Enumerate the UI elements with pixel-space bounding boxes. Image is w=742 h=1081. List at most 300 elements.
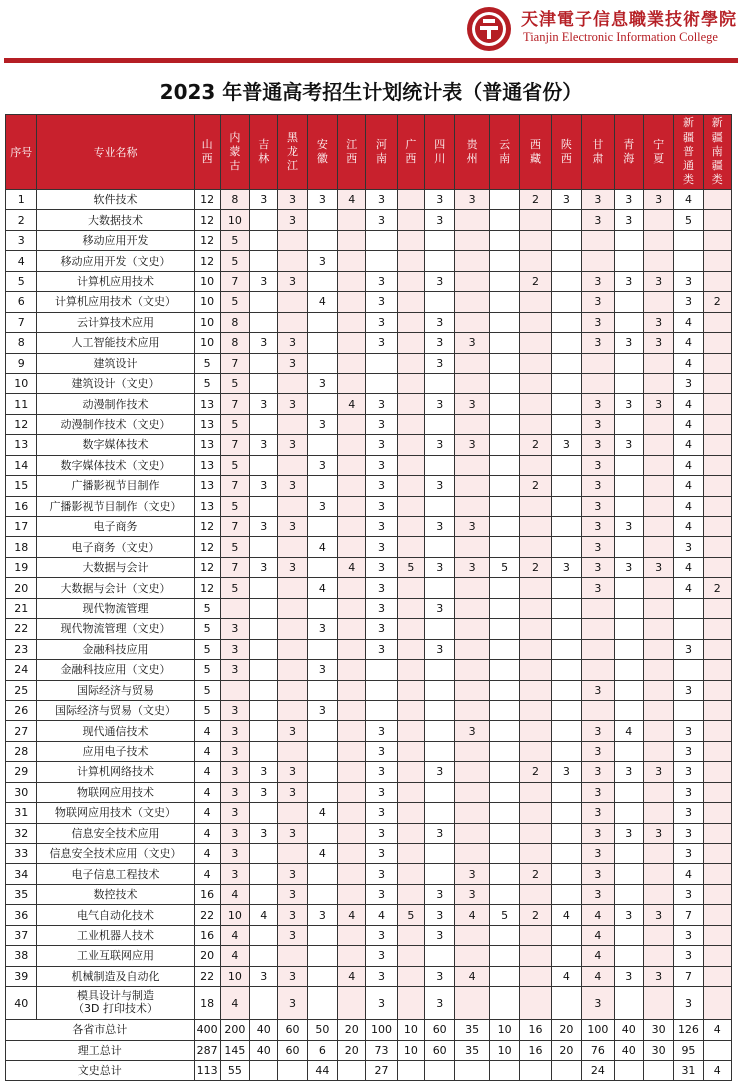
row-quota (643, 414, 673, 434)
row-quota (489, 987, 519, 1020)
totals-value: 40 (614, 1040, 643, 1060)
row-quota: 3 (674, 884, 703, 904)
row-quota: 5 (220, 230, 249, 250)
row-seq: 19 (6, 557, 37, 577)
row-seq: 31 (6, 803, 37, 823)
row-quota (455, 292, 490, 312)
page-header (0, 0, 742, 58)
row-quota: 10 (194, 292, 220, 312)
row-major: 工业互联网应用 (37, 946, 194, 966)
row-quota: 4 (338, 905, 366, 925)
row-seq: 18 (6, 537, 37, 557)
row-quota (307, 823, 337, 843)
totals-value: 35 (455, 1020, 490, 1040)
table-row (6, 598, 732, 618)
row-quota (674, 700, 703, 720)
row-quota: 3 (582, 333, 614, 353)
row-quota (338, 844, 366, 864)
row-quota: 3 (425, 966, 455, 986)
row-quota (614, 414, 643, 434)
row-quota (643, 598, 673, 618)
row-quota: 3 (455, 884, 490, 904)
row-quota (551, 271, 581, 291)
row-quota (614, 700, 643, 720)
row-quota (520, 680, 551, 700)
row-quota (397, 517, 424, 537)
row-quota: 3 (307, 414, 337, 434)
row-quota (520, 823, 551, 843)
totals-value: 287 (194, 1040, 220, 1060)
row-major: 广播影视节目制作（文史） (37, 496, 194, 516)
header-province-label: 新疆南疆类 (711, 116, 723, 187)
row-major: 物联网应用技术 (37, 782, 194, 802)
totals-value: 60 (278, 1020, 307, 1040)
table-row (6, 333, 732, 353)
row-quota (551, 803, 581, 823)
row-seq: 40 (6, 987, 37, 1020)
row-seq: 13 (6, 435, 37, 455)
row-quota (520, 721, 551, 741)
table-row (6, 884, 732, 904)
row-quota: 8 (220, 190, 249, 210)
row-quota (489, 844, 519, 864)
row-quota: 2 (703, 292, 731, 312)
table-header-row (6, 115, 732, 190)
totals-value: 20 (338, 1020, 366, 1040)
row-quota (366, 373, 397, 393)
row-quota: 4 (194, 741, 220, 761)
row-quota: 3 (614, 210, 643, 230)
row-quota: 3 (614, 557, 643, 577)
row-quota (455, 946, 490, 966)
row-quota (703, 680, 731, 700)
row-quota (338, 782, 366, 802)
row-quota (703, 803, 731, 823)
header-province-label: 宁夏 (653, 137, 665, 165)
row-quota (250, 578, 278, 598)
row-quota (338, 333, 366, 353)
row-quota: 3 (220, 864, 249, 884)
row-quota (703, 762, 731, 782)
row-quota (703, 435, 731, 455)
row-quota: 3 (366, 884, 397, 904)
row-quota: 3 (425, 639, 455, 659)
row-seq: 10 (6, 373, 37, 393)
row-quota (307, 741, 337, 761)
row-quota: 4 (307, 578, 337, 598)
row-quota: 4 (220, 925, 249, 945)
row-quota (307, 966, 337, 986)
row-quota: 4 (250, 905, 278, 925)
row-quota: 5 (220, 496, 249, 516)
row-quota: 5 (194, 598, 220, 618)
row-quota (551, 312, 581, 332)
row-major: 计算机应用技术（文史） (37, 292, 194, 312)
row-quota: 3 (674, 680, 703, 700)
row-quota: 3 (582, 190, 614, 210)
row-quota: 3 (220, 619, 249, 639)
row-quota: 3 (366, 537, 397, 557)
row-quota (397, 619, 424, 639)
row-quota (551, 864, 581, 884)
row-major: 计算机网络技术 (37, 762, 194, 782)
row-quota: 3 (674, 271, 703, 291)
table-row (6, 517, 732, 537)
row-quota (278, 844, 307, 864)
row-quota (643, 987, 673, 1020)
row-quota (250, 353, 278, 373)
row-quota: 12 (194, 517, 220, 537)
row-quota (489, 966, 519, 986)
table-row (6, 230, 732, 250)
row-quota: 13 (194, 476, 220, 496)
row-quota: 3 (614, 905, 643, 925)
row-quota (455, 782, 490, 802)
totals-value: 16 (520, 1020, 551, 1040)
row-seq: 3 (6, 230, 37, 250)
row-quota: 12 (194, 251, 220, 271)
header-province (397, 115, 424, 190)
row-quota (307, 230, 337, 250)
totals-value: 20 (338, 1040, 366, 1060)
row-quota: 4 (674, 517, 703, 537)
row-quota (489, 782, 519, 802)
row-quota (551, 680, 581, 700)
row-quota: 3 (278, 394, 307, 414)
row-quota (489, 741, 519, 761)
row-quota: 3 (278, 864, 307, 884)
row-quota (643, 455, 673, 475)
row-quota: 3 (582, 987, 614, 1020)
row-quota: 12 (194, 230, 220, 250)
row-quota (397, 578, 424, 598)
row-quota (307, 864, 337, 884)
row-quota: 10 (220, 905, 249, 925)
row-major: 动漫制作技术 (37, 394, 194, 414)
row-quota: 4 (220, 987, 249, 1020)
row-quota (643, 537, 673, 557)
row-quota (397, 333, 424, 353)
row-quota (278, 578, 307, 598)
row-seq: 11 (6, 394, 37, 414)
row-quota (703, 190, 731, 210)
row-quota (397, 680, 424, 700)
row-quota (307, 946, 337, 966)
row-quota: 4 (582, 905, 614, 925)
row-quota (425, 292, 455, 312)
row-quota (643, 741, 673, 761)
row-quota (338, 414, 366, 434)
row-quota: 3 (674, 782, 703, 802)
row-quota: 3 (582, 210, 614, 230)
row-quota (455, 823, 490, 843)
row-quota: 4 (551, 905, 581, 925)
row-quota (425, 721, 455, 741)
row-quota (366, 251, 397, 271)
row-quota (614, 680, 643, 700)
row-quota: 3 (278, 476, 307, 496)
row-seq: 15 (6, 476, 37, 496)
row-quota (250, 864, 278, 884)
row-quota (366, 700, 397, 720)
totals-value: 27 (366, 1060, 397, 1080)
row-quota: 3 (366, 966, 397, 986)
row-major: 动漫制作技术（文史） (37, 414, 194, 434)
row-quota (643, 210, 673, 230)
row-quota: 4 (674, 353, 703, 373)
totals-value: 10 (489, 1020, 519, 1040)
header-province-label: 广西 (405, 137, 417, 165)
row-quota (397, 823, 424, 843)
row-quota: 3 (366, 598, 397, 618)
row-quota (397, 721, 424, 741)
header-province-label: 黑龙江 (287, 130, 299, 173)
row-quota: 3 (366, 210, 397, 230)
row-quota (703, 946, 731, 966)
row-quota: 3 (455, 435, 490, 455)
totals-value: 10 (397, 1020, 424, 1040)
row-quota: 3 (425, 435, 455, 455)
row-quota: 3 (366, 762, 397, 782)
row-quota (366, 680, 397, 700)
row-quota: 3 (366, 844, 397, 864)
row-quota: 3 (307, 190, 337, 210)
row-quota: 3 (582, 762, 614, 782)
row-quota (582, 660, 614, 680)
row-quota (455, 210, 490, 230)
header-province-label: 山西 (201, 137, 213, 165)
row-seq: 24 (6, 660, 37, 680)
row-quota (489, 373, 519, 393)
row-quota: 3 (582, 884, 614, 904)
row-quota: 3 (425, 312, 455, 332)
row-quota: 13 (194, 455, 220, 475)
row-quota (250, 598, 278, 618)
row-quota (455, 844, 490, 864)
header-province (455, 115, 490, 190)
row-quota (397, 230, 424, 250)
row-quota: 3 (674, 823, 703, 843)
totals-value: 6 (307, 1040, 337, 1060)
row-quota: 3 (366, 414, 397, 434)
table-row (6, 741, 732, 761)
row-quota: 3 (366, 312, 397, 332)
row-quota (489, 700, 519, 720)
row-quota: 5 (489, 905, 519, 925)
row-quota: 3 (455, 333, 490, 353)
row-quota (250, 925, 278, 945)
row-quota (338, 639, 366, 659)
row-quota (489, 496, 519, 516)
header-province-label: 吉林 (258, 137, 270, 165)
row-quota (489, 680, 519, 700)
table-row (6, 844, 732, 864)
row-quota (614, 803, 643, 823)
row-quota: 12 (194, 557, 220, 577)
row-quota (614, 864, 643, 884)
row-quota (614, 619, 643, 639)
row-quota (489, 210, 519, 230)
row-quota: 3 (366, 394, 397, 414)
row-quota (520, 333, 551, 353)
row-quota (703, 884, 731, 904)
row-quota (220, 680, 249, 700)
table-row (6, 680, 732, 700)
header-province (366, 115, 397, 190)
row-quota (338, 353, 366, 373)
header-province (643, 115, 673, 190)
row-major: 云计算技术应用 (37, 312, 194, 332)
row-quota (551, 455, 581, 475)
row-quota (455, 496, 490, 516)
row-quota (489, 803, 519, 823)
row-quota (551, 578, 581, 598)
row-quota (489, 271, 519, 291)
row-quota (703, 557, 731, 577)
row-seq: 6 (6, 292, 37, 312)
row-quota (520, 619, 551, 639)
row-quota: 3 (425, 517, 455, 537)
row-quota (250, 700, 278, 720)
row-quota: 3 (455, 394, 490, 414)
table-row (6, 190, 732, 210)
row-quota (307, 476, 337, 496)
totals-value (278, 1060, 307, 1080)
row-quota (425, 803, 455, 823)
row-quota (551, 700, 581, 720)
row-major: 工业机器人技术 (37, 925, 194, 945)
row-quota: 3 (614, 966, 643, 986)
row-quota: 3 (366, 190, 397, 210)
row-quota (643, 925, 673, 945)
row-seq: 17 (6, 517, 37, 537)
row-quota: 4 (307, 803, 337, 823)
row-quota: 3 (674, 762, 703, 782)
college-logo-icon (466, 6, 512, 52)
totals-value: 126 (674, 1020, 703, 1040)
row-quota: 3 (455, 864, 490, 884)
row-quota (397, 966, 424, 986)
row-quota (520, 660, 551, 680)
row-quota (643, 639, 673, 659)
table-row (6, 496, 732, 516)
row-quota: 3 (220, 700, 249, 720)
table-row (6, 210, 732, 230)
row-quota (703, 517, 731, 537)
row-quota (551, 925, 581, 945)
row-quota (338, 884, 366, 904)
row-quota (703, 496, 731, 516)
row-quota (397, 639, 424, 659)
row-quota: 4 (194, 721, 220, 741)
row-quota: 3 (366, 925, 397, 945)
table-row (6, 966, 732, 986)
row-quota (397, 700, 424, 720)
row-quota (397, 190, 424, 210)
row-major: 数控技术 (37, 884, 194, 904)
row-quota (551, 844, 581, 864)
row-quota (397, 844, 424, 864)
header-province-label: 陕西 (560, 137, 572, 165)
totals-value: 76 (582, 1040, 614, 1060)
row-quota (674, 230, 703, 250)
table-row (6, 251, 732, 271)
row-quota: 2 (520, 435, 551, 455)
row-quota: 4 (194, 864, 220, 884)
table-row (6, 639, 732, 659)
row-quota (489, 292, 519, 312)
row-quota (703, 537, 731, 557)
totals-value (338, 1060, 366, 1080)
row-quota: 3 (425, 210, 455, 230)
row-quota: 3 (582, 782, 614, 802)
row-quota (489, 312, 519, 332)
row-major: 大数据与会计 (37, 557, 194, 577)
row-quota: 3 (366, 803, 397, 823)
row-quota (278, 230, 307, 250)
table-row (6, 557, 732, 577)
row-quota (397, 864, 424, 884)
row-quota (643, 782, 673, 802)
row-quota (614, 844, 643, 864)
row-quota (582, 619, 614, 639)
row-quota (397, 987, 424, 1020)
row-quota (307, 721, 337, 741)
row-quota (338, 271, 366, 291)
totals-value: 30 (643, 1020, 673, 1040)
row-quota (643, 373, 673, 393)
row-quota: 4 (551, 966, 581, 986)
row-seq: 25 (6, 680, 37, 700)
row-quota (489, 598, 519, 618)
row-quota: 4 (674, 476, 703, 496)
row-quota: 22 (194, 905, 220, 925)
row-quota (425, 619, 455, 639)
totals-value: 60 (278, 1040, 307, 1060)
row-quota (520, 312, 551, 332)
row-quota: 12 (194, 578, 220, 598)
row-quota: 3 (674, 741, 703, 761)
row-quota: 3 (278, 333, 307, 353)
row-quota (551, 496, 581, 516)
row-quota: 5 (397, 557, 424, 577)
table-row (6, 435, 732, 455)
row-quota (520, 394, 551, 414)
row-quota (551, 741, 581, 761)
row-quota (397, 741, 424, 761)
row-quota: 4 (338, 557, 366, 577)
totals-value (455, 1060, 490, 1080)
row-quota (397, 251, 424, 271)
row-quota: 3 (250, 333, 278, 353)
row-quota: 3 (307, 619, 337, 639)
row-quota: 13 (194, 435, 220, 455)
row-quota (455, 455, 490, 475)
row-quota (307, 435, 337, 455)
row-quota: 3 (366, 741, 397, 761)
row-quota: 10 (194, 271, 220, 291)
row-quota: 5 (220, 373, 249, 393)
row-quota: 5 (220, 537, 249, 557)
header-province-label: 云南 (499, 137, 511, 165)
row-quota (455, 598, 490, 618)
row-quota (674, 660, 703, 680)
row-quota: 3 (278, 435, 307, 455)
row-quota (250, 741, 278, 761)
row-quota (278, 537, 307, 557)
row-quota: 3 (250, 823, 278, 843)
row-quota: 5 (397, 905, 424, 925)
